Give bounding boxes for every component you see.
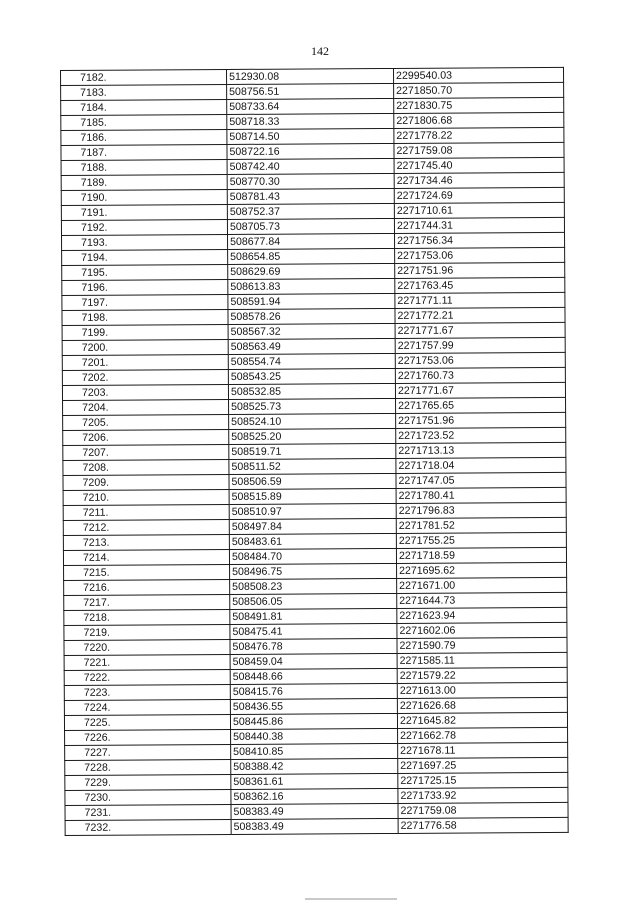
easting-cell: 508718.33 <box>227 113 394 129</box>
northing-cell: 2271725.15 <box>398 772 568 788</box>
point-number-cell: 7221. <box>64 654 230 670</box>
northing-cell: 2271755.25 <box>396 532 566 548</box>
point-number-cell: 7228. <box>65 759 231 775</box>
northing-cell: 2271763.45 <box>395 277 565 293</box>
northing-cell: 2271753.06 <box>395 352 565 368</box>
point-number-cell: 7194. <box>62 249 228 265</box>
point-number-cell: 7205. <box>63 414 229 430</box>
point-number-cell: 7208. <box>63 459 229 475</box>
northing-cell: 2271710.61 <box>394 202 564 218</box>
point-number-cell: 7182. <box>61 69 227 85</box>
easting-cell: 508714.50 <box>227 128 394 144</box>
easting-cell: 508733.64 <box>227 98 394 114</box>
northing-cell: 2271751.96 <box>395 262 565 278</box>
easting-cell: 508563.49 <box>228 338 395 354</box>
point-number-cell: 7201. <box>62 354 228 370</box>
point-number-cell: 7219. <box>64 624 230 640</box>
northing-cell: 2271724.69 <box>394 187 564 203</box>
coordinates-table <box>60 67 569 836</box>
point-number-cell: 7232. <box>65 819 231 835</box>
coordinates-table-body <box>61 67 569 835</box>
point-number-cell: 7213. <box>63 534 229 550</box>
northing-cell: 2271745.40 <box>394 157 564 173</box>
northing-cell: 2271753.06 <box>395 247 565 263</box>
northing-cell: 2271756.34 <box>395 232 565 248</box>
easting-cell: 508511.52 <box>229 458 396 474</box>
point-number-cell: 7183. <box>61 84 227 100</box>
point-number-cell: 7196. <box>62 279 228 295</box>
easting-cell: 508388.42 <box>231 758 398 774</box>
northing-cell: 2271723.52 <box>396 427 566 443</box>
easting-cell: 508445.86 <box>230 713 397 729</box>
coordinates-table-container <box>60 67 568 836</box>
easting-cell: 508440.38 <box>231 728 398 744</box>
northing-cell: 2271613.00 <box>397 682 567 698</box>
easting-cell: 512930.08 <box>226 68 393 84</box>
easting-cell: 508770.30 <box>227 173 394 189</box>
point-number-cell: 7223. <box>64 684 230 700</box>
northing-cell: 2271671.00 <box>397 577 567 593</box>
point-number-cell: 7184. <box>61 99 227 115</box>
northing-cell: 2271760.73 <box>395 367 565 383</box>
northing-cell: 2271662.78 <box>398 727 568 743</box>
northing-cell: 2271718.59 <box>396 547 566 563</box>
page-number: 142 <box>311 44 329 58</box>
northing-cell: 2271780.41 <box>396 487 566 503</box>
point-number-cell: 7202. <box>62 369 228 385</box>
point-number-cell: 7212. <box>63 519 229 535</box>
point-number-cell: 7222. <box>64 669 230 685</box>
easting-cell: 508383.49 <box>231 818 398 834</box>
point-number-cell: 7197. <box>62 294 228 310</box>
northing-cell: 2271771.11 <box>395 292 565 308</box>
easting-cell: 508476.78 <box>230 638 397 654</box>
northing-cell: 2271713.13 <box>396 442 566 458</box>
point-number-cell: 7187. <box>61 144 227 160</box>
easting-cell: 508654.85 <box>228 248 395 264</box>
easting-cell: 508613.83 <box>228 278 395 294</box>
easting-cell: 508532.85 <box>228 383 395 399</box>
easting-cell: 508756.51 <box>227 83 394 99</box>
easting-cell: 508459.04 <box>230 653 397 669</box>
northing-cell: 2271623.94 <box>397 607 567 623</box>
easting-cell: 508362.16 <box>231 788 398 804</box>
easting-cell: 508525.20 <box>229 428 396 444</box>
northing-cell: 2271759.08 <box>398 802 568 818</box>
point-number-cell: 7203. <box>62 384 228 400</box>
northing-cell: 2271697.25 <box>398 757 568 773</box>
point-number-cell: 7186. <box>61 129 227 145</box>
point-number-cell: 7227. <box>65 744 231 760</box>
point-number-cell: 7229. <box>65 774 231 790</box>
easting-cell: 508361.61 <box>231 773 398 789</box>
point-number-cell: 7191. <box>61 204 227 220</box>
northing-cell: 2271776.58 <box>398 817 568 833</box>
easting-cell: 508436.55 <box>230 698 397 714</box>
point-number-cell: 7189. <box>61 174 227 190</box>
point-number-cell: 7195. <box>62 264 228 280</box>
easting-cell: 508543.25 <box>228 368 395 384</box>
northing-cell: 2271771.67 <box>395 322 565 338</box>
northing-cell: 2271772.21 <box>395 307 565 323</box>
easting-cell: 508524.10 <box>229 413 396 429</box>
point-number-cell: 7231. <box>65 804 231 820</box>
easting-cell: 508525.73 <box>229 398 396 414</box>
easting-cell: 508383.49 <box>231 803 398 819</box>
northing-cell: 2271695.62 <box>397 562 567 578</box>
point-number-cell: 7198. <box>62 309 228 325</box>
easting-cell: 508781.43 <box>227 188 394 204</box>
point-number-cell: 7193. <box>62 234 228 250</box>
northing-cell: 2271718.04 <box>396 457 566 473</box>
northing-cell: 2271744.31 <box>394 217 564 233</box>
point-number-cell: 7209. <box>63 474 229 490</box>
easting-cell: 508742.40 <box>227 158 394 174</box>
easting-cell: 508722.16 <box>227 143 394 159</box>
easting-cell: 508497.84 <box>229 518 396 534</box>
northing-cell: 2271734.46 <box>394 172 564 188</box>
point-number-cell: 7200. <box>62 339 228 355</box>
northing-cell: 2271771.67 <box>395 382 565 398</box>
easting-cell: 508554.74 <box>228 353 395 369</box>
northing-cell: 2271626.68 <box>397 697 567 713</box>
northing-cell: 2271757.99 <box>395 337 565 353</box>
northing-cell: 2271585.11 <box>397 652 567 668</box>
northing-cell: 2271590.79 <box>397 637 567 653</box>
easting-cell: 508705.73 <box>227 218 394 234</box>
northing-cell: 2271765.65 <box>396 397 566 413</box>
easting-cell: 508515.89 <box>229 488 396 504</box>
northing-cell: 2271759.08 <box>394 142 564 158</box>
point-number-cell: 7185. <box>61 114 227 130</box>
northing-cell: 2271644.73 <box>397 592 567 608</box>
point-number-cell: 7211. <box>63 504 229 520</box>
point-number-cell: 7220. <box>64 639 230 655</box>
easting-cell: 508677.84 <box>228 233 395 249</box>
point-number-cell: 7192. <box>61 219 227 235</box>
easting-cell: 508475.41 <box>230 623 397 639</box>
point-number-cell: 7218. <box>64 609 230 625</box>
easting-cell: 508496.75 <box>230 563 397 579</box>
northing-cell: 2271602.06 <box>397 622 567 638</box>
easting-cell: 508491.81 <box>230 608 397 624</box>
northing-cell: 2271645.82 <box>397 712 567 728</box>
point-number-cell: 7190. <box>61 189 227 205</box>
northing-cell: 2271806.68 <box>394 112 564 128</box>
northing-cell: 2271747.05 <box>396 472 566 488</box>
point-number-cell: 7216. <box>64 579 230 595</box>
northing-cell: 2271751.96 <box>396 412 566 428</box>
easting-cell: 508508.23 <box>230 578 397 594</box>
point-number-cell: 7210. <box>63 489 229 505</box>
easting-cell: 508415.76 <box>230 683 397 699</box>
easting-cell: 508578.26 <box>228 308 395 324</box>
easting-cell: 508629.69 <box>228 263 395 279</box>
northing-cell: 2271850.70 <box>394 82 564 98</box>
easting-cell: 508483.61 <box>229 533 396 549</box>
point-number-cell: 7225. <box>64 714 230 730</box>
point-number-cell: 7214. <box>63 549 229 565</box>
easting-cell: 508506.05 <box>230 593 397 609</box>
easting-cell: 508510.97 <box>229 503 396 519</box>
northing-cell: 2299540.03 <box>393 67 563 83</box>
easting-cell: 508752.37 <box>227 203 394 219</box>
easting-cell: 508410.85 <box>231 743 398 759</box>
point-number-cell: 7188. <box>61 159 227 175</box>
point-number-cell: 7207. <box>63 444 229 460</box>
point-number-cell: 7226. <box>65 729 231 745</box>
point-number-cell: 7215. <box>64 564 230 580</box>
easting-cell: 508519.71 <box>229 443 396 459</box>
easting-cell: 508484.70 <box>229 548 396 564</box>
point-number-cell: 7204. <box>63 399 229 415</box>
northing-cell: 2271579.22 <box>397 667 567 683</box>
easting-cell: 508506.59 <box>229 473 396 489</box>
point-number-cell: 7224. <box>64 699 230 715</box>
point-number-cell: 7199. <box>62 324 228 340</box>
easting-cell: 508448.66 <box>230 668 397 684</box>
point-number-cell: 7217. <box>64 594 230 610</box>
scan-edge-mark <box>305 898 397 900</box>
point-number-cell: 7230. <box>65 789 231 805</box>
northing-cell: 2271733.92 <box>398 787 568 803</box>
northing-cell: 2271778.22 <box>394 127 564 143</box>
easting-cell: 508567.32 <box>228 323 395 339</box>
table-row <box>65 817 568 835</box>
easting-cell: 508591.94 <box>228 293 395 309</box>
point-number-cell: 7206. <box>63 429 229 445</box>
northing-cell: 2271781.52 <box>396 517 566 533</box>
northing-cell: 2271796.83 <box>396 502 566 518</box>
northing-cell: 2271678.11 <box>398 742 568 758</box>
northing-cell: 2271830.75 <box>394 97 564 113</box>
